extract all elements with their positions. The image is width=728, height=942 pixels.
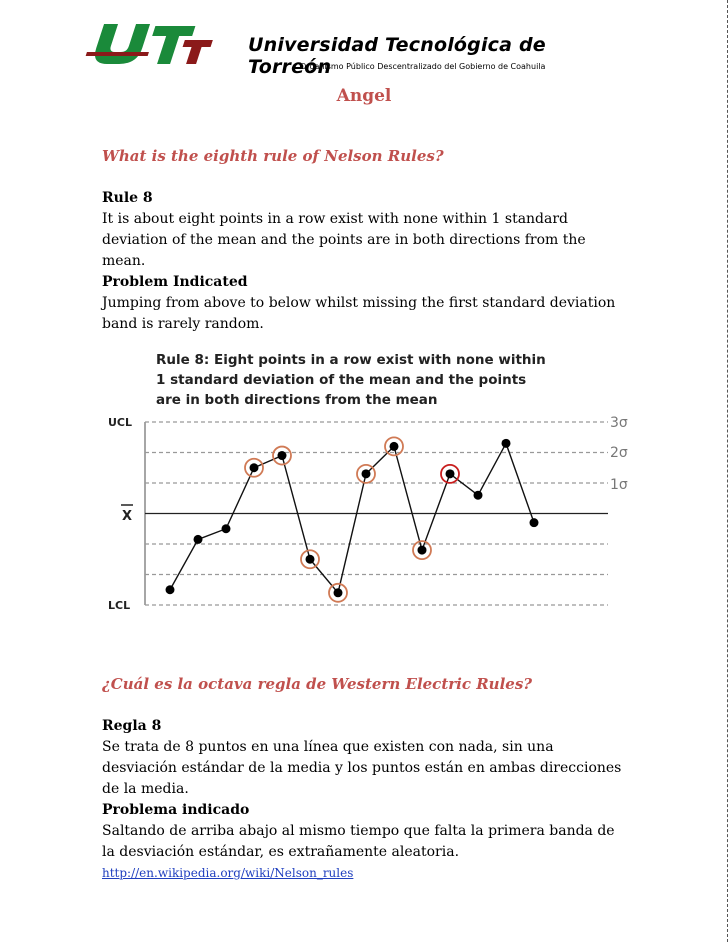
- university-subtitle: Organismo Público Descentralizado del Gobierno de Coahuila: [300, 62, 546, 71]
- spanish-question: ¿Cuál es la octava regla de Western Electric Rules?: [102, 675, 533, 693]
- data-point: [530, 518, 539, 527]
- sigma-1-label: 1σ: [610, 477, 628, 493]
- data-point: [278, 451, 287, 460]
- data-point: [390, 442, 399, 451]
- author-name: Angel: [336, 86, 392, 106]
- utt-logo: [84, 18, 214, 68]
- data-point: [166, 585, 175, 594]
- english-problem-text: Jumping from above to below whilst missing the first standard deviation band is rarely random.: [102, 295, 616, 332]
- nelson-rule-8-chart: [100, 350, 628, 615]
- data-point: [502, 439, 511, 448]
- english-question: What is the eighth rule of Nelson Rules?: [102, 147, 444, 165]
- data-point: [446, 469, 455, 478]
- wikipedia-link[interactable]: http://en.wikipedia.org/wiki/Nelson_rules: [102, 866, 354, 880]
- english-problem-heading: Problem Indicated: [102, 274, 248, 290]
- lcl-label: LCL: [108, 599, 131, 612]
- data-point: [418, 546, 427, 555]
- data-point: [474, 491, 483, 500]
- mean-label: X: [122, 509, 133, 524]
- spanish-problem-text: Saltando de arriba abajo al mismo tiempo que falta la primera banda de la desviación estándar, es extrañamente aleatoria.: [102, 823, 615, 860]
- data-point: [306, 555, 315, 564]
- data-point: [222, 524, 231, 533]
- chart-title-line: 1 standard deviation of the mean and the points: [156, 372, 527, 388]
- ucl-label: UCL: [108, 416, 133, 429]
- spanish-problem-heading: Problema indicado: [102, 802, 250, 818]
- sigma-3-label: 3σ: [610, 415, 628, 431]
- chart-plot: [100, 350, 628, 615]
- chart-title-line: Rule 8: Eight points in a row exist with none within: [156, 352, 546, 368]
- data-point: [362, 469, 371, 478]
- english-rule-heading: Rule 8: [102, 190, 153, 206]
- spanish-rule-heading: Regla 8: [102, 718, 162, 734]
- data-point: [194, 535, 203, 544]
- spanish-section: [102, 674, 622, 884]
- english-rule-text: It is about eight points in a row exist with none within 1 standard deviation of the mean and the points are in both directions from the mean.: [102, 211, 586, 269]
- sigma-2-label: 2σ: [610, 445, 628, 461]
- spanish-rule-text: Se trata de 8 puntos en una línea que existen con nada, sin una desviación estándar de la media y los puntos están en ambas direcciones de la media.: [102, 739, 622, 797]
- university-title: Universidad Tecnológica de Torreón: [248, 34, 546, 78]
- chart-title-line: are in both directions from the mean: [156, 392, 438, 408]
- series-line: [170, 443, 534, 592]
- data-point: [250, 463, 259, 472]
- english-section: [102, 146, 622, 335]
- data-point: [334, 588, 343, 597]
